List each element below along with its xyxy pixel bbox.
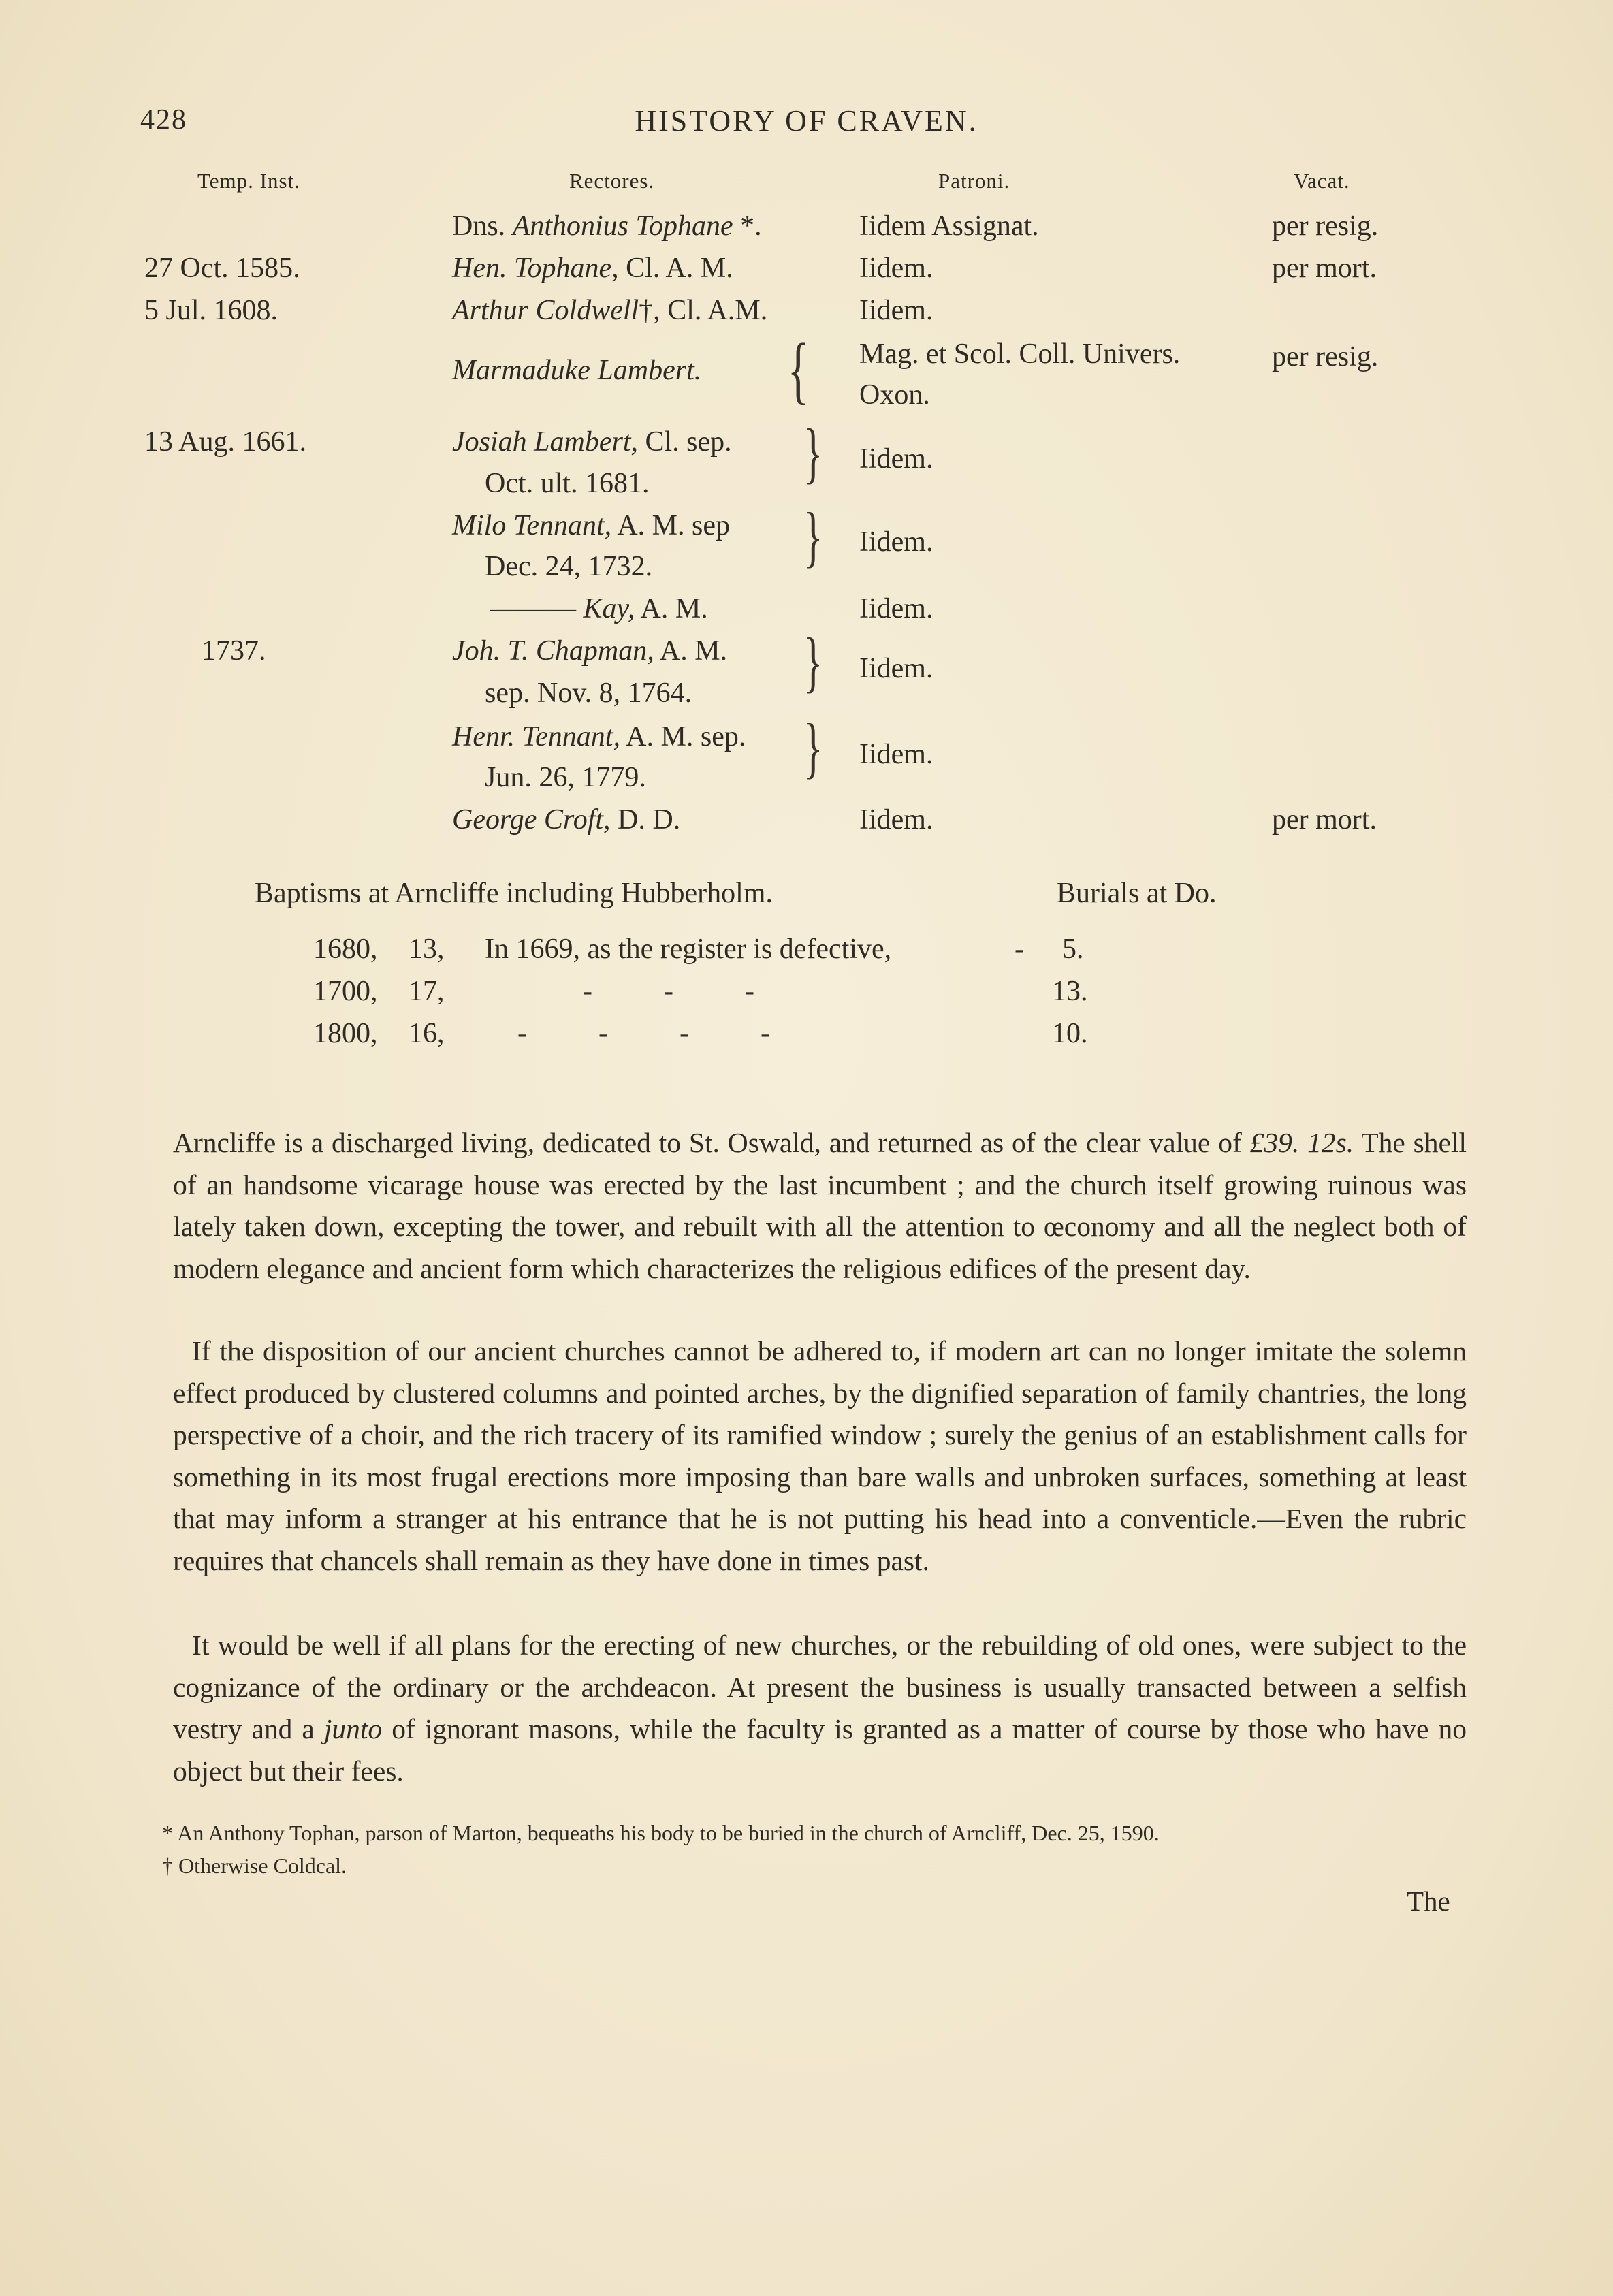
rector-suffix: Cl. A. M. [618,253,733,284]
brace-right: } [803,624,823,699]
brace-left: { [787,328,810,411]
table-row [0,210,1613,251]
rector-name: Marmaduke Lambert. [452,355,702,386]
leader-dashes: - - - - [517,1018,770,1049]
body-paragraph [173,1122,1467,1290]
baptism-count: 17, [409,976,445,1007]
column-heading-vacat: Vacat. [1294,169,1350,193]
baptisms-heading: Baptisms at Arncliffe including Hubberholm. [255,878,773,909]
paragraph-text: Arncliffe is a discharged living, dedicated to St. Oswald, and returned as of the clear value of [173,1127,1250,1158]
column-heading-rectores: Rectores. [569,169,655,193]
institution-date: 1737. [202,635,266,667]
body-paragraph [173,1330,1467,1582]
table-row-patron [0,338,1613,379]
rector-name: George Croft, [452,804,611,835]
burials-heading: Burials at Do. [1057,878,1217,909]
table-row-patron-continued [0,379,1613,419]
burial-count: 5. [1062,934,1084,965]
rector-suffix: *. [733,210,762,242]
patron: Iidem. [859,593,933,624]
table-row [0,803,1613,844]
rector-dash: ——— [490,593,584,624]
clear-value: £39. 12s. [1249,1127,1354,1158]
rector-burial-date: sep. Nov. 8, 1764. [485,677,692,709]
page-header [0,103,1613,151]
institution-date: 27 Oct. 1585. [144,253,300,284]
patron-continued: Oxon. [859,379,930,411]
rector-entry [452,252,733,285]
patron: Iidem. [859,526,933,558]
footnote: † Otherwise Coldcal. [162,1853,347,1878]
rector-name: Arthur Coldwell [452,295,639,326]
rector-name: Henr. Tennant, [452,721,620,752]
patron: Iidem. [859,443,933,475]
rector-entry [452,294,767,327]
patron: Iidem. [859,295,933,326]
leader-dashes: - [1015,934,1024,965]
vacat: per resig. [1272,341,1379,372]
table-row [0,252,1613,293]
baptism-count: 16, [409,1018,445,1049]
patron: Iidem. [859,253,933,284]
rector-suffix: A. M. [635,593,708,624]
brace-right: } [803,709,823,785]
vacat: per mort. [1272,253,1377,284]
brace-right: } [803,415,823,490]
institution-date: 5 Jul. 1608. [144,295,278,326]
rector-suffix: A. M. sep [611,510,730,541]
rector-suffix: A. M. sep. [620,721,746,752]
rector-burial-date: Oct. ult. 1681. [485,468,650,499]
rector-name: Joh. T. Chapman, [452,635,654,667]
rector-burial-date: Dec. 24, 1732. [485,551,653,582]
patron: Iidem. [859,804,933,835]
baptism-count: 13, [409,934,445,965]
paragraph-text: The shell of an handsome vicarage house was erected by the last incumbent ; and the church itself growing ruinous was lately taken down, excepting the tower, and rebuilt with all the attention to œconomy and all the neglect both of modern elegance and ancient form which characterizes the religious edifices of the present day. [173,1127,1467,1284]
rector-name: Anthonius Tophane [512,210,733,242]
catchword: The [1407,1885,1450,1917]
body-paragraph [173,1625,1467,1792]
page-number: 428 [140,104,187,135]
running-title: HISTORY OF CRAVEN. [635,104,978,138]
rector-entry [490,592,708,625]
register-note: In 1669, as the register is defective, [485,934,892,965]
brace-right: } [803,498,823,574]
paragraph-text: of ignorant masons, while the faculty is granted as a matter of course by those who have no object but their fees. [173,1713,1467,1787]
register-year: 1700, [313,976,378,1007]
table-row-patron [0,652,1613,693]
footnote: * An Anthony Tophan, parson of Marton, bequeaths his body to be buried in the church of Arncliff, Dec. 25, 1590. [162,1821,1160,1845]
register-year: 1680, [313,934,378,965]
patron: Iidem. [859,653,933,684]
paragraph-text: If the disposition of our ancient churches cannot be adhered to, if modern art can no longer imitate the solemn effect produced by clustered columns and pointed arches, by the dignified separation of family chantries, the long perspective of a choir, and the rich tracery of its ramified window ; surely the genius of an establishment calls for something in its most frugal erections more imposing than bare walls and unbroken surfaces, something at least that may inform a stranger at his entrance that he is not putting his head into a conventicle.—Even the rubric requires that chancels shall remain as they have done in times past. [173,1335,1467,1576]
table-row-patron [0,443,1613,483]
leader-dashes: - - - [583,976,754,1007]
rector-name: Milo Tennant, [452,510,612,541]
column-heading-temp: Temp. Inst. [197,169,300,193]
emphasized-word: junto [323,1713,383,1744]
rector-name: Kay, [583,593,635,624]
register-year: 1800, [313,1018,378,1049]
rector-title: Dns. [452,210,513,242]
rector-entry [452,803,680,836]
vacat: per resig. [1272,210,1379,242]
patron: Iidem. [859,739,933,770]
rector-name: Hen. Tophane, [452,253,619,284]
rector-suffix: †, Cl. A.M. [639,295,768,326]
rector-burial-date: Jun. 26, 1779. [485,762,646,793]
rector-suffix: Cl. sep. [638,426,732,458]
patron: Mag. et Scol. Coll. Univers. [859,338,1181,370]
patron: Iidem Assignat. [859,210,1039,242]
table-row-patron [0,526,1613,567]
table-row-patron [0,738,1613,779]
burial-count: 13. [1052,976,1088,1007]
burial-count: 10. [1052,1018,1088,1049]
column-heading-patroni: Patroni. [938,169,1010,193]
rector-entry [452,210,762,242]
paragraph-text: It would be well if all plans for the erecting of new churches, or the rebuilding of old ones, were subject to the cognizance of the ordinary or the archdeacon. At present the business is usually transacted between a selfish vestry and a [173,1629,1467,1744]
rector-suffix: D. D. [610,804,681,835]
institution-date: 13 Aug. 1661. [144,426,307,458]
rector-name: Josiah Lambert, [452,426,638,458]
rector-suffix: A. M. [654,635,728,667]
vacat: per mort. [1272,804,1377,835]
